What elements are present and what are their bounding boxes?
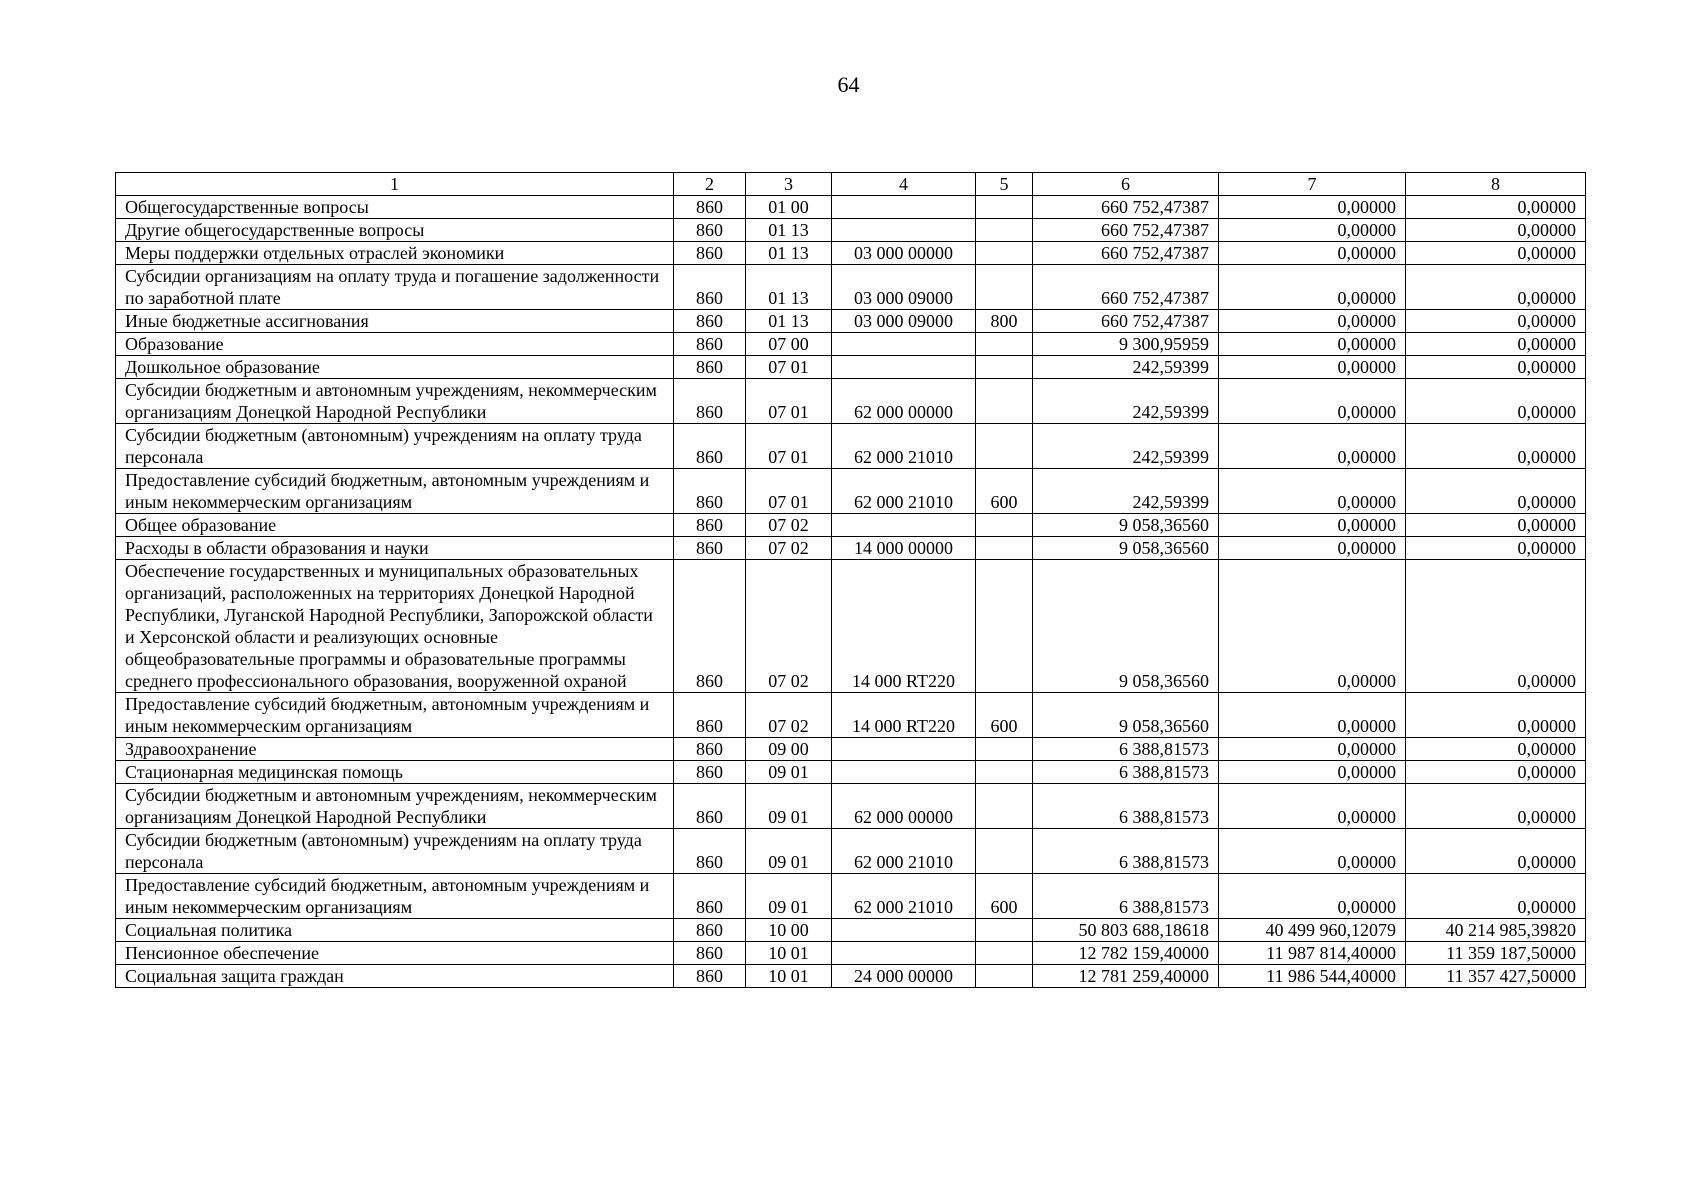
row-section-code: 01 00 (746, 196, 832, 219)
row-expense-type: 800 (976, 310, 1033, 333)
row-ministry-code: 860 (674, 874, 746, 919)
row-target-article: 62 000 21010 (832, 469, 976, 514)
table-row (116, 242, 1586, 265)
row-amount-col8: 0,00000 (1406, 265, 1586, 310)
row-section-code: 09 01 (746, 829, 832, 874)
row-amount-col7: 0,00000 (1219, 242, 1406, 265)
table-row (116, 784, 1586, 829)
row-section-code: 07 01 (746, 356, 832, 379)
row-amount-col8: 0,00000 (1406, 560, 1586, 693)
row-ministry-code: 860 (674, 196, 746, 219)
row-target-article (832, 219, 976, 242)
row-amount-col6: 9 058,36560 (1033, 537, 1219, 560)
row-target-article: 24 000 00000 (832, 965, 976, 988)
table-row (116, 356, 1586, 379)
row-section-code: 10 01 (746, 965, 832, 988)
row-section-code: 07 02 (746, 693, 832, 738)
table-row (116, 219, 1586, 242)
row-amount-col6: 660 752,47387 (1033, 310, 1219, 333)
page-number: 64 (837, 72, 860, 97)
row-description: Другие общегосударственные вопросы (116, 219, 674, 242)
row-section-code: 10 00 (746, 919, 832, 942)
row-target-article: 62 000 21010 (832, 424, 976, 469)
row-description: Общегосударственные вопросы (116, 196, 674, 219)
row-target-article (832, 738, 976, 761)
row-target-article: 14 000 RT220 (832, 693, 976, 738)
row-expense-type (976, 333, 1033, 356)
table-row (116, 942, 1586, 965)
row-description: Субсидии организациям на оплату труда и погашение задолженности по заработной плате (116, 265, 674, 310)
table-row (116, 761, 1586, 784)
row-amount-col8: 11 357 427,50000 (1406, 965, 1586, 988)
row-amount-col7: 0,00000 (1219, 424, 1406, 469)
row-expense-type (976, 242, 1033, 265)
row-expense-type (976, 829, 1033, 874)
table-row (116, 514, 1586, 537)
row-target-article (832, 942, 976, 965)
row-amount-col8: 11 359 187,50000 (1406, 942, 1586, 965)
row-section-code: 07 02 (746, 514, 832, 537)
row-expense-type (976, 965, 1033, 988)
row-description: Пенсионное обеспечение (116, 942, 674, 965)
table-row (116, 424, 1586, 469)
row-amount-col6: 12 782 159,40000 (1033, 942, 1219, 965)
row-amount-col7: 0,00000 (1219, 356, 1406, 379)
row-ministry-code: 860 (674, 829, 746, 874)
row-amount-col6: 6 388,81573 (1033, 784, 1219, 829)
row-amount-col8: 0,00000 (1406, 738, 1586, 761)
row-target-article: 62 000 21010 (832, 874, 976, 919)
row-target-article: 03 000 00000 (832, 242, 976, 265)
row-amount-col7: 0,00000 (1219, 693, 1406, 738)
row-ministry-code: 860 (674, 965, 746, 988)
row-amount-col6: 12 781 259,40000 (1033, 965, 1219, 988)
row-ministry-code: 860 (674, 537, 746, 560)
row-amount-col6: 242,59399 (1033, 424, 1219, 469)
row-description: Здравоохранение (116, 738, 674, 761)
row-amount-col6: 242,59399 (1033, 356, 1219, 379)
row-amount-col7: 0,00000 (1219, 310, 1406, 333)
row-ministry-code: 860 (674, 219, 746, 242)
row-amount-col8: 0,00000 (1406, 219, 1586, 242)
row-amount-col6: 660 752,47387 (1033, 242, 1219, 265)
column-header: 7 (1219, 173, 1406, 196)
row-amount-col6: 9 058,36560 (1033, 560, 1219, 693)
row-amount-col8: 0,00000 (1406, 829, 1586, 874)
row-description: Меры поддержки отдельных отраслей экономики (116, 242, 674, 265)
row-expense-type (976, 560, 1033, 693)
row-section-code: 10 01 (746, 942, 832, 965)
row-amount-col6: 9 300,95959 (1033, 333, 1219, 356)
row-amount-col7: 40 499 960,12079 (1219, 919, 1406, 942)
row-expense-type: 600 (976, 874, 1033, 919)
row-ministry-code: 860 (674, 356, 746, 379)
row-target-article (832, 919, 976, 942)
table-row (116, 965, 1586, 988)
row-amount-col6: 242,59399 (1033, 469, 1219, 514)
row-amount-col8: 0,00000 (1406, 514, 1586, 537)
row-amount-col6: 50 803 688,18618 (1033, 919, 1219, 942)
column-header: 1 (116, 173, 674, 196)
column-header: 4 (832, 173, 976, 196)
row-amount-col7: 0,00000 (1219, 784, 1406, 829)
row-amount-col6: 660 752,47387 (1033, 219, 1219, 242)
row-description: Социальная политика (116, 919, 674, 942)
row-target-article (832, 333, 976, 356)
row-ministry-code: 860 (674, 242, 746, 265)
row-expense-type (976, 761, 1033, 784)
row-target-article: 14 000 00000 (832, 537, 976, 560)
row-amount-col7: 0,00000 (1219, 560, 1406, 693)
row-amount-col7: 0,00000 (1219, 469, 1406, 514)
row-amount-col7: 11 987 814,40000 (1219, 942, 1406, 965)
row-amount-col8: 0,00000 (1406, 874, 1586, 919)
row-description: Расходы в области образования и науки (116, 537, 674, 560)
row-description: Социальная защита граждан (116, 965, 674, 988)
row-expense-type (976, 942, 1033, 965)
table-row (116, 537, 1586, 560)
table-row (116, 560, 1586, 693)
row-section-code: 09 01 (746, 784, 832, 829)
row-section-code: 09 00 (746, 738, 832, 761)
column-header: 8 (1406, 173, 1586, 196)
row-target-article: 62 000 00000 (832, 784, 976, 829)
budget-table (115, 172, 1586, 988)
table-header-row (116, 173, 1586, 196)
row-description: Предоставление субсидий бюджетным, автономным учреждениям и иным некоммерческим организациям (116, 693, 674, 738)
row-ministry-code: 860 (674, 469, 746, 514)
row-section-code: 07 01 (746, 424, 832, 469)
row-ministry-code: 860 (674, 738, 746, 761)
row-amount-col8: 0,00000 (1406, 469, 1586, 514)
row-amount-col7: 0,00000 (1219, 379, 1406, 424)
row-amount-col6: 6 388,81573 (1033, 874, 1219, 919)
row-amount-col7: 0,00000 (1219, 738, 1406, 761)
row-amount-col7: 0,00000 (1219, 265, 1406, 310)
row-amount-col6: 242,59399 (1033, 379, 1219, 424)
row-ministry-code: 860 (674, 761, 746, 784)
row-description: Предоставление субсидий бюджетным, автономным учреждениям и иным некоммерческим организациям (116, 469, 674, 514)
row-description: Обеспечение государственных и муниципальных образовательных организаций, расположенных на территориях Донецкой Народной Республики, Луганской Народной Республики, Запорожской области и Херсонской области и реализующих основные общеобразовательные программы и образовательные программы среднего профессионального образования, вооруженной охраной (116, 560, 674, 693)
column-header: 5 (976, 173, 1033, 196)
row-amount-col7: 0,00000 (1219, 196, 1406, 219)
row-target-article (832, 761, 976, 784)
row-section-code: 01 13 (746, 219, 832, 242)
row-target-article (832, 356, 976, 379)
row-expense-type (976, 784, 1033, 829)
row-section-code: 07 02 (746, 537, 832, 560)
table-row (116, 874, 1586, 919)
row-section-code: 07 01 (746, 469, 832, 514)
row-amount-col8: 0,00000 (1406, 333, 1586, 356)
row-amount-col8: 0,00000 (1406, 784, 1586, 829)
row-ministry-code: 860 (674, 560, 746, 693)
row-amount-col6: 660 752,47387 (1033, 196, 1219, 219)
row-target-article: 03 000 09000 (832, 265, 976, 310)
row-description: Дошкольное образование (116, 356, 674, 379)
row-amount-col6: 660 752,47387 (1033, 265, 1219, 310)
column-header: 6 (1033, 173, 1219, 196)
row-target-article: 03 000 09000 (832, 310, 976, 333)
row-description: Общее образование (116, 514, 674, 537)
column-header: 2 (674, 173, 746, 196)
row-section-code: 09 01 (746, 874, 832, 919)
row-description: Субсидии бюджетным и автономным учреждениям, некоммерческим организациям Донецкой Народной Республики (116, 379, 674, 424)
row-amount-col6: 9 058,36560 (1033, 693, 1219, 738)
row-amount-col7: 0,00000 (1219, 761, 1406, 784)
row-expense-type: 600 (976, 693, 1033, 738)
row-expense-type (976, 919, 1033, 942)
row-description: Предоставление субсидий бюджетным, автономным учреждениям и иным некоммерческим организациям (116, 874, 674, 919)
row-target-article: 62 000 21010 (832, 829, 976, 874)
row-amount-col6: 9 058,36560 (1033, 514, 1219, 537)
row-amount-col6: 6 388,81573 (1033, 829, 1219, 874)
row-section-code: 07 00 (746, 333, 832, 356)
row-amount-col8: 0,00000 (1406, 693, 1586, 738)
row-description: Субсидии бюджетным (автономным) учреждениям на оплату труда персонала (116, 829, 674, 874)
row-amount-col8: 0,00000 (1406, 356, 1586, 379)
row-description: Субсидии бюджетным (автономным) учреждениям на оплату труда персонала (116, 424, 674, 469)
row-target-article (832, 514, 976, 537)
row-ministry-code: 860 (674, 693, 746, 738)
table-row (116, 469, 1586, 514)
row-expense-type (976, 196, 1033, 219)
table-row (116, 265, 1586, 310)
row-expense-type: 600 (976, 469, 1033, 514)
table-row (116, 829, 1586, 874)
row-ministry-code: 860 (674, 784, 746, 829)
row-ministry-code: 860 (674, 265, 746, 310)
row-expense-type (976, 514, 1033, 537)
row-section-code: 01 13 (746, 265, 832, 310)
row-amount-col8: 0,00000 (1406, 761, 1586, 784)
row-ministry-code: 860 (674, 310, 746, 333)
row-description: Субсидии бюджетным и автономным учреждениям, некоммерческим организациям Донецкой Народной Республики (116, 784, 674, 829)
row-expense-type (976, 424, 1033, 469)
row-amount-col7: 0,00000 (1219, 829, 1406, 874)
row-amount-col8: 0,00000 (1406, 196, 1586, 219)
row-ministry-code: 860 (674, 942, 746, 965)
row-expense-type (976, 738, 1033, 761)
row-expense-type (976, 537, 1033, 560)
table-row (116, 310, 1586, 333)
table-row (116, 333, 1586, 356)
row-description: Стационарная медицинская помощь (116, 761, 674, 784)
row-amount-col8: 40 214 985,39820 (1406, 919, 1586, 942)
table-row (116, 196, 1586, 219)
row-section-code: 09 01 (746, 761, 832, 784)
table-row (116, 379, 1586, 424)
row-expense-type (976, 265, 1033, 310)
row-amount-col8: 0,00000 (1406, 537, 1586, 560)
row-ministry-code: 860 (674, 333, 746, 356)
column-header: 3 (746, 173, 832, 196)
row-expense-type (976, 356, 1033, 379)
row-amount-col8: 0,00000 (1406, 379, 1586, 424)
row-amount-col7: 0,00000 (1219, 514, 1406, 537)
row-target-article: 14 000 RT220 (832, 560, 976, 693)
row-amount-col6: 6 388,81573 (1033, 738, 1219, 761)
table-row (116, 738, 1586, 761)
row-expense-type (976, 219, 1033, 242)
row-target-article (832, 196, 976, 219)
row-amount-col7: 0,00000 (1219, 874, 1406, 919)
table-row (116, 693, 1586, 738)
row-amount-col8: 0,00000 (1406, 310, 1586, 333)
row-amount-col7: 0,00000 (1219, 333, 1406, 356)
row-amount-col7: 0,00000 (1219, 537, 1406, 560)
row-description: Иные бюджетные ассигнования (116, 310, 674, 333)
row-description: Образование (116, 333, 674, 356)
row-ministry-code: 860 (674, 919, 746, 942)
row-ministry-code: 860 (674, 379, 746, 424)
row-amount-col7: 0,00000 (1219, 219, 1406, 242)
row-section-code: 01 13 (746, 242, 832, 265)
table-body (116, 196, 1586, 988)
row-amount-col8: 0,00000 (1406, 242, 1586, 265)
row-amount-col8: 0,00000 (1406, 424, 1586, 469)
row-ministry-code: 860 (674, 514, 746, 537)
row-target-article: 62 000 00000 (832, 379, 976, 424)
row-amount-col7: 11 986 544,40000 (1219, 965, 1406, 988)
row-section-code: 07 02 (746, 560, 832, 693)
row-section-code: 07 01 (746, 379, 832, 424)
row-expense-type (976, 379, 1033, 424)
row-section-code: 01 13 (746, 310, 832, 333)
row-ministry-code: 860 (674, 424, 746, 469)
table-row (116, 919, 1586, 942)
row-amount-col6: 6 388,81573 (1033, 761, 1219, 784)
